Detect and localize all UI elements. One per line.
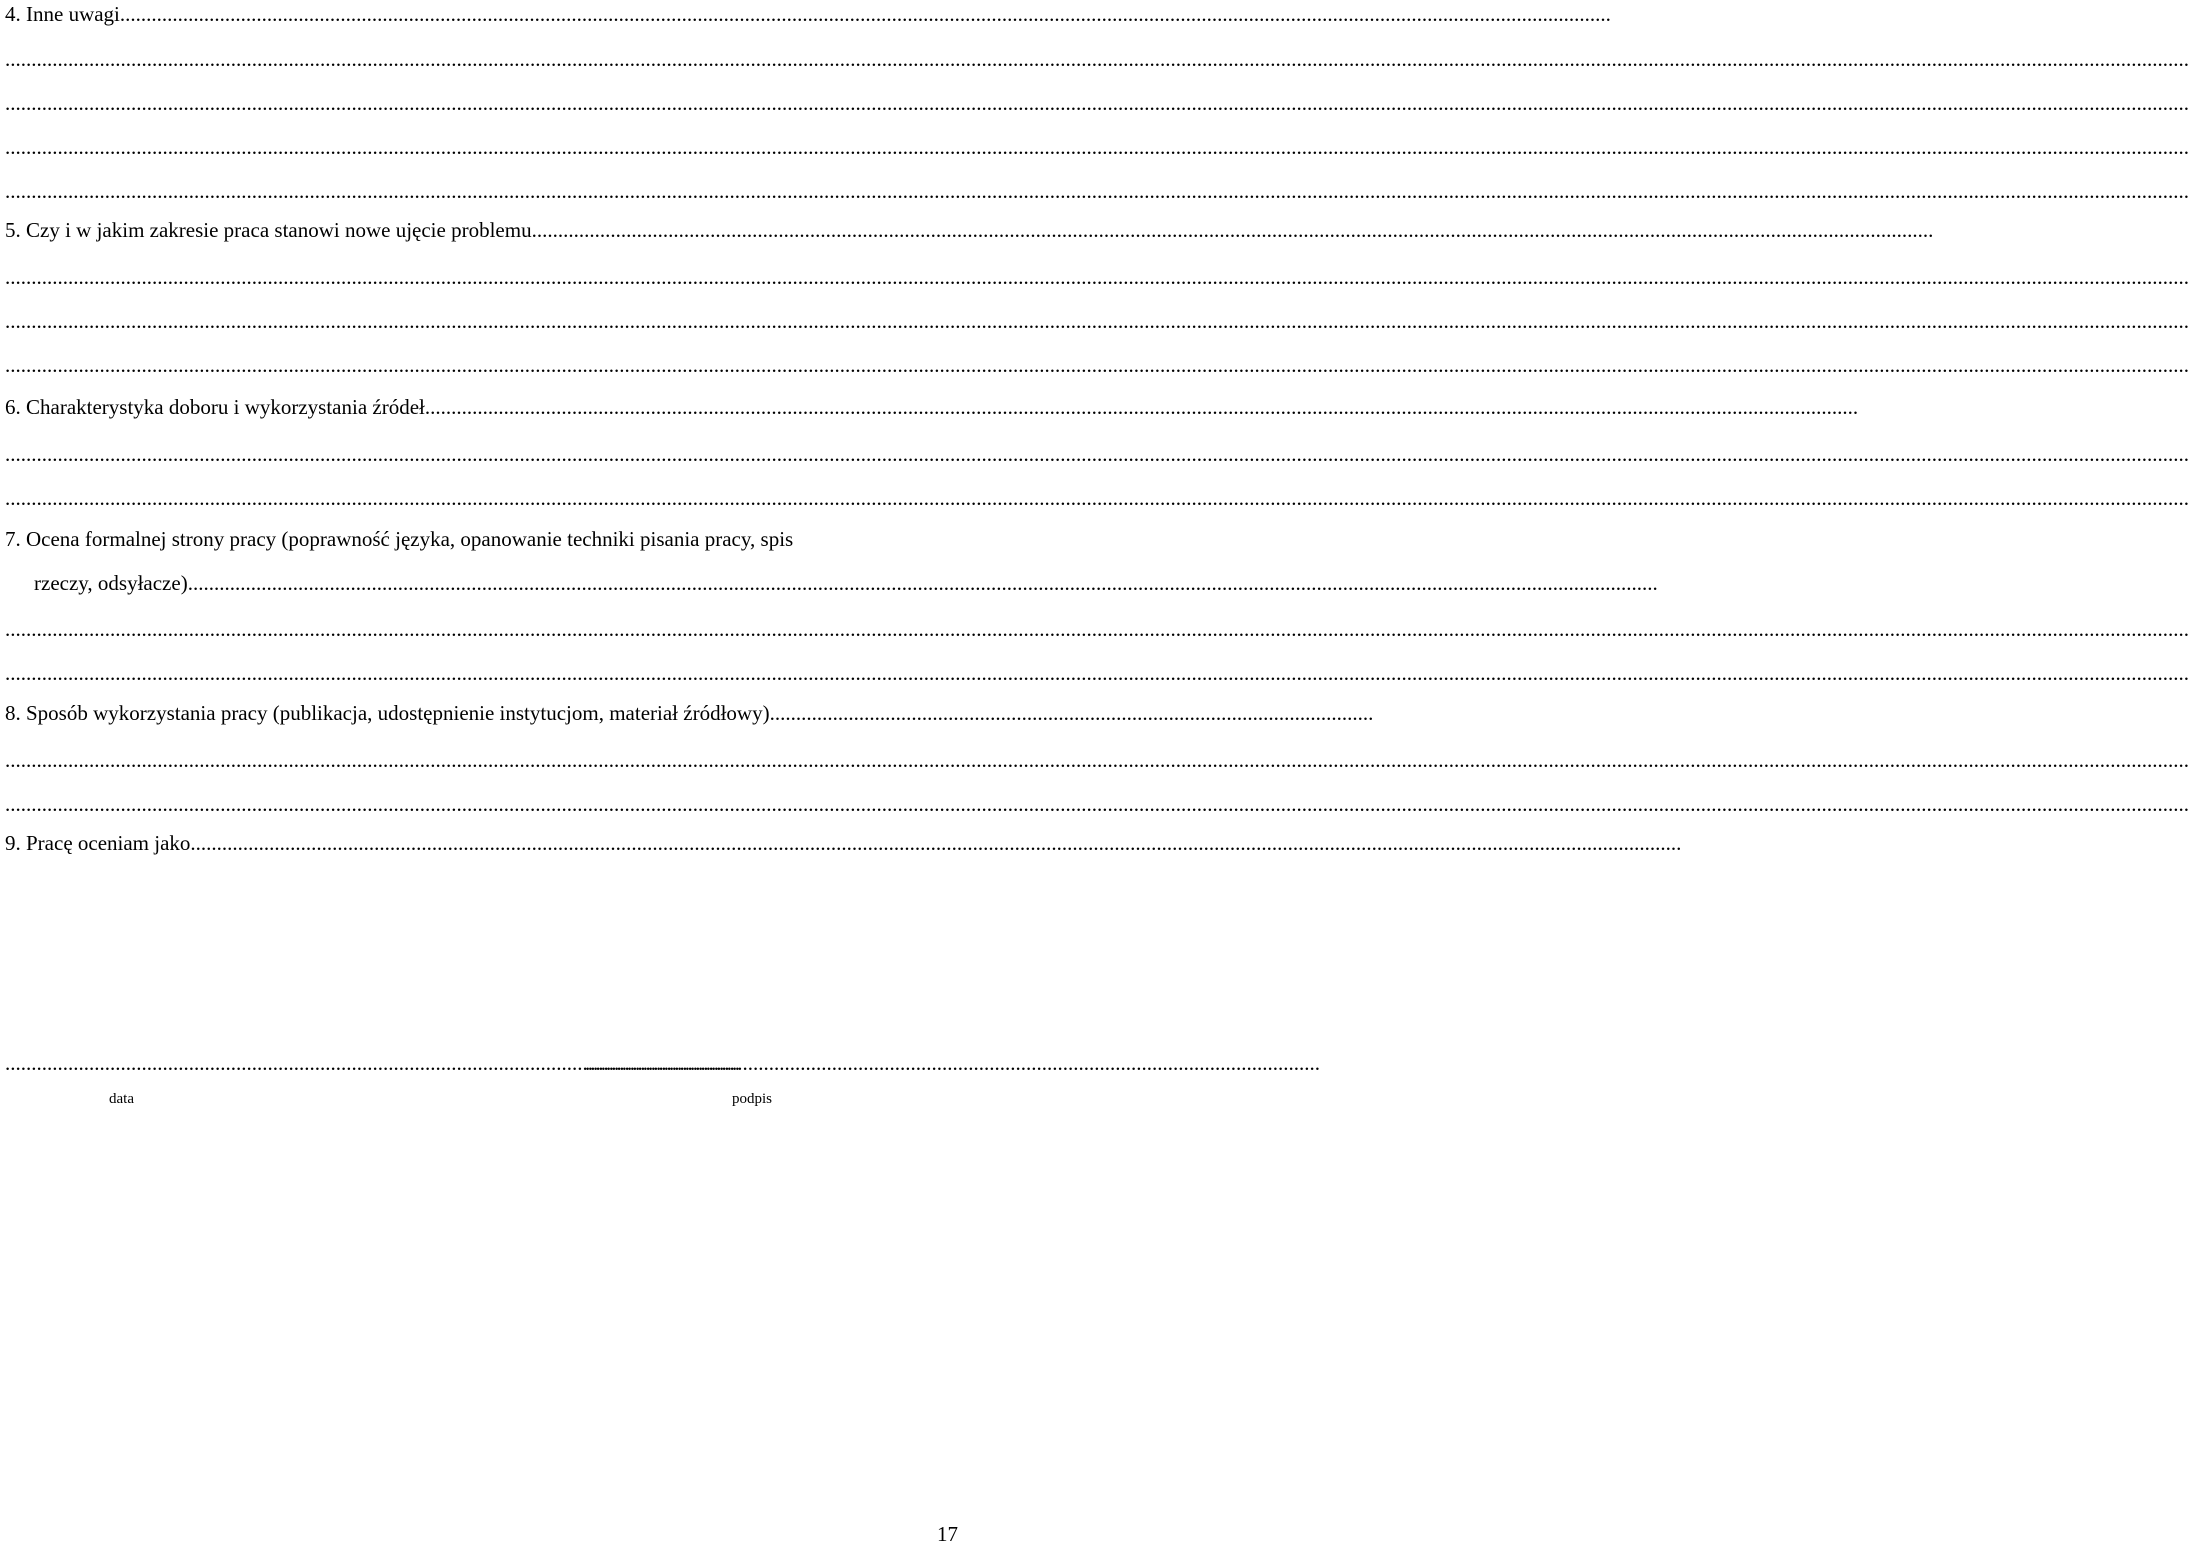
section-4-label: 4. Inne uwagi bbox=[5, 2, 120, 26]
section-4-heading bbox=[5, 1, 1611, 27]
section-6-heading bbox=[5, 394, 1859, 420]
dotted-line: ................................................................................................................................................................................................................................................................................................................................................................................................................................ bbox=[5, 135, 2189, 159]
dotted-line: ................................................................................................................................................................................................................................................................................................................................................................................................................................ bbox=[5, 617, 2189, 641]
section-7-heading: 7. Ocena formalnej strony pracy (poprawność języka, opanowanie techniki pisania pracy, spis bbox=[5, 527, 794, 551]
dotted-line: ................................................................................................................................................................................................................................................................................................................................................................................................................................ bbox=[5, 486, 2189, 510]
dotted-line: ................................................................................................................................................................................................................................................................................................................................................................................................................................ bbox=[5, 748, 2189, 772]
signature-label: podpis bbox=[732, 1091, 773, 1107]
dotted-line: ................................................................................................................................................................................................................................................................................................................................................................................................................................ bbox=[5, 661, 2189, 685]
section-5-leader: ........................................................................................................................................................................................................................................................................... bbox=[531, 218, 1934, 242]
dotted-line: ................................................................................................................................................................................................................................................................................................................................................................................................................................ bbox=[5, 792, 2189, 816]
section-8-leader: ................................................................................................................... bbox=[769, 701, 1374, 725]
section-9-label: 9. Pracę oceniam jako bbox=[5, 831, 191, 855]
section-5-heading bbox=[5, 217, 1934, 243]
signature-line: ............................................................................................................................................ bbox=[585, 1051, 1320, 1075]
section-6-label: 6. Charakterystyka doboru i wykorzystania źródeł bbox=[5, 395, 425, 419]
section-9-leader: ............................................................................................................................................................................................................................................................................................ bbox=[190, 831, 1682, 855]
dotted-line: ................................................................................................................................................................................................................................................................................................................................................................................................................................ bbox=[5, 265, 2189, 289]
section-7-heading-cont bbox=[34, 570, 1658, 596]
dotted-line: ................................................................................................................................................................................................................................................................................................................................................................................................................................ bbox=[5, 47, 2189, 71]
date-label: data bbox=[109, 1091, 134, 1107]
section-9-heading bbox=[5, 830, 1682, 856]
dotted-line: ................................................................................................................................................................................................................................................................................................................................................................................................................................ bbox=[5, 91, 2189, 115]
section-8-label: 8. Sposób wykorzystania pracy (publikacja, udostępnienie instytucjom, materiał źródłowy) bbox=[5, 701, 770, 725]
section-5-label: 5. Czy i w jakim zakresie praca stanowi nowe ujęcie problemu bbox=[5, 218, 532, 242]
page-number: 17 bbox=[937, 1522, 958, 1546]
dotted-line: ................................................................................................................................................................................................................................................................................................................................................................................................................................ bbox=[5, 309, 2189, 333]
dotted-line: ................................................................................................................................................................................................................................................................................................................................................................................................................................ bbox=[5, 179, 2189, 203]
section-4-leader: ............................................................................................................................................................................................................................................................................................ bbox=[119, 2, 1611, 26]
dotted-line: ................................................................................................................................................................................................................................................................................................................................................................................................................................ bbox=[5, 353, 2189, 377]
dotted-line: ................................................................................................................................................................................................................................................................................................................................................................................................................................ bbox=[5, 442, 2189, 466]
section-8-heading bbox=[5, 700, 1374, 726]
section-7-label-cont: rzeczy, odsyłacze) bbox=[34, 571, 188, 595]
section-7-leader: ........................................................................................................................................................................................................................................................................................ bbox=[187, 571, 1658, 595]
date-line: ............................................................................................................................................ bbox=[5, 1051, 740, 1075]
section-6-leader: ................................................................................................................................................................................................................................................................................. bbox=[424, 395, 1859, 419]
